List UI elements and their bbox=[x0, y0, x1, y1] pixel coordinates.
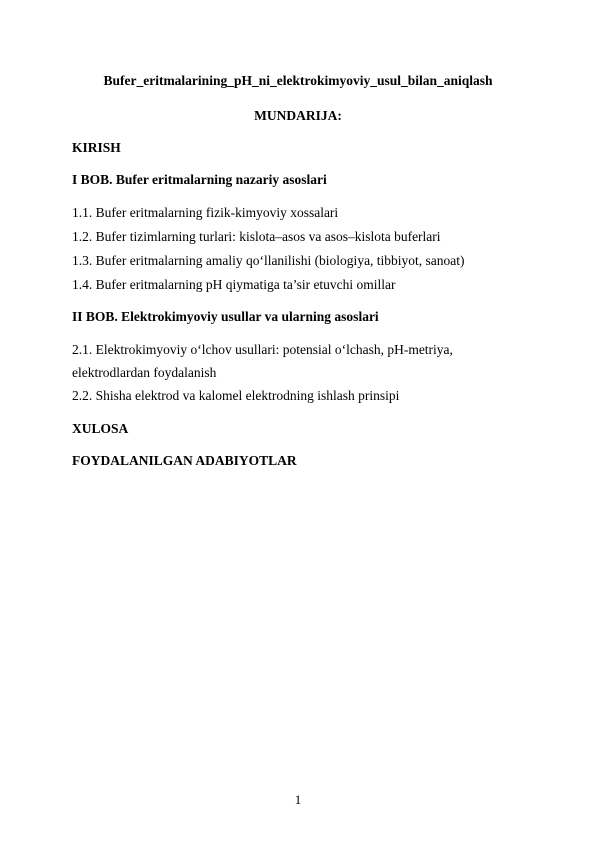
toc-section-1-4: 1.4. Bufer eritmalarning pH qiymatiga ta’sir etuvchi omillar bbox=[72, 277, 396, 292]
document-title: Bufer_eritmalarining_pH_ni_elektrokimyoviy_usul_bilan_aniqlash bbox=[103, 73, 493, 88]
toc-conclusion: XULOSA bbox=[72, 421, 129, 436]
toc-section-2-2: 2.2. Shisha elektrod va kalomel elektrodning ishlash prinsipi bbox=[72, 388, 400, 403]
toc-intro: KIRISH bbox=[72, 140, 121, 155]
toc-section-1-1: 1.1. Bufer eritmalarning fizik-kimyoviy xossalari bbox=[72, 205, 339, 220]
toc-section-1-3: 1.3. Bufer eritmalarning amaliy qo‘llanilishi (biologiya, tibbiyot, sanoat) bbox=[72, 253, 465, 268]
toc-section-1-2: 1.2. Bufer tizimlarning turlari: kislota–asos va asos–kislota buferlari bbox=[72, 229, 441, 244]
toc-section-2-1-line-2: elektrodlardan foydalanish bbox=[72, 365, 217, 380]
page-number: 1 bbox=[294, 792, 302, 807]
toc-references: FOYDALANILGAN ADABIYOTLAR bbox=[72, 453, 297, 468]
toc-chapter-1: I BOB. Bufer eritmalarning nazariy asoslari bbox=[72, 172, 327, 187]
toc-chapter-2: II BOB. Elektrokimyoviy usullar va ularning asoslari bbox=[72, 309, 379, 324]
toc-section-2-1-line-1: 2.1. Elektrokimyoviy o‘lchov usullari: potensial o‘lchash, pH-metriya, bbox=[72, 342, 453, 357]
toc-heading: MUNDARIJA: bbox=[254, 108, 342, 123]
